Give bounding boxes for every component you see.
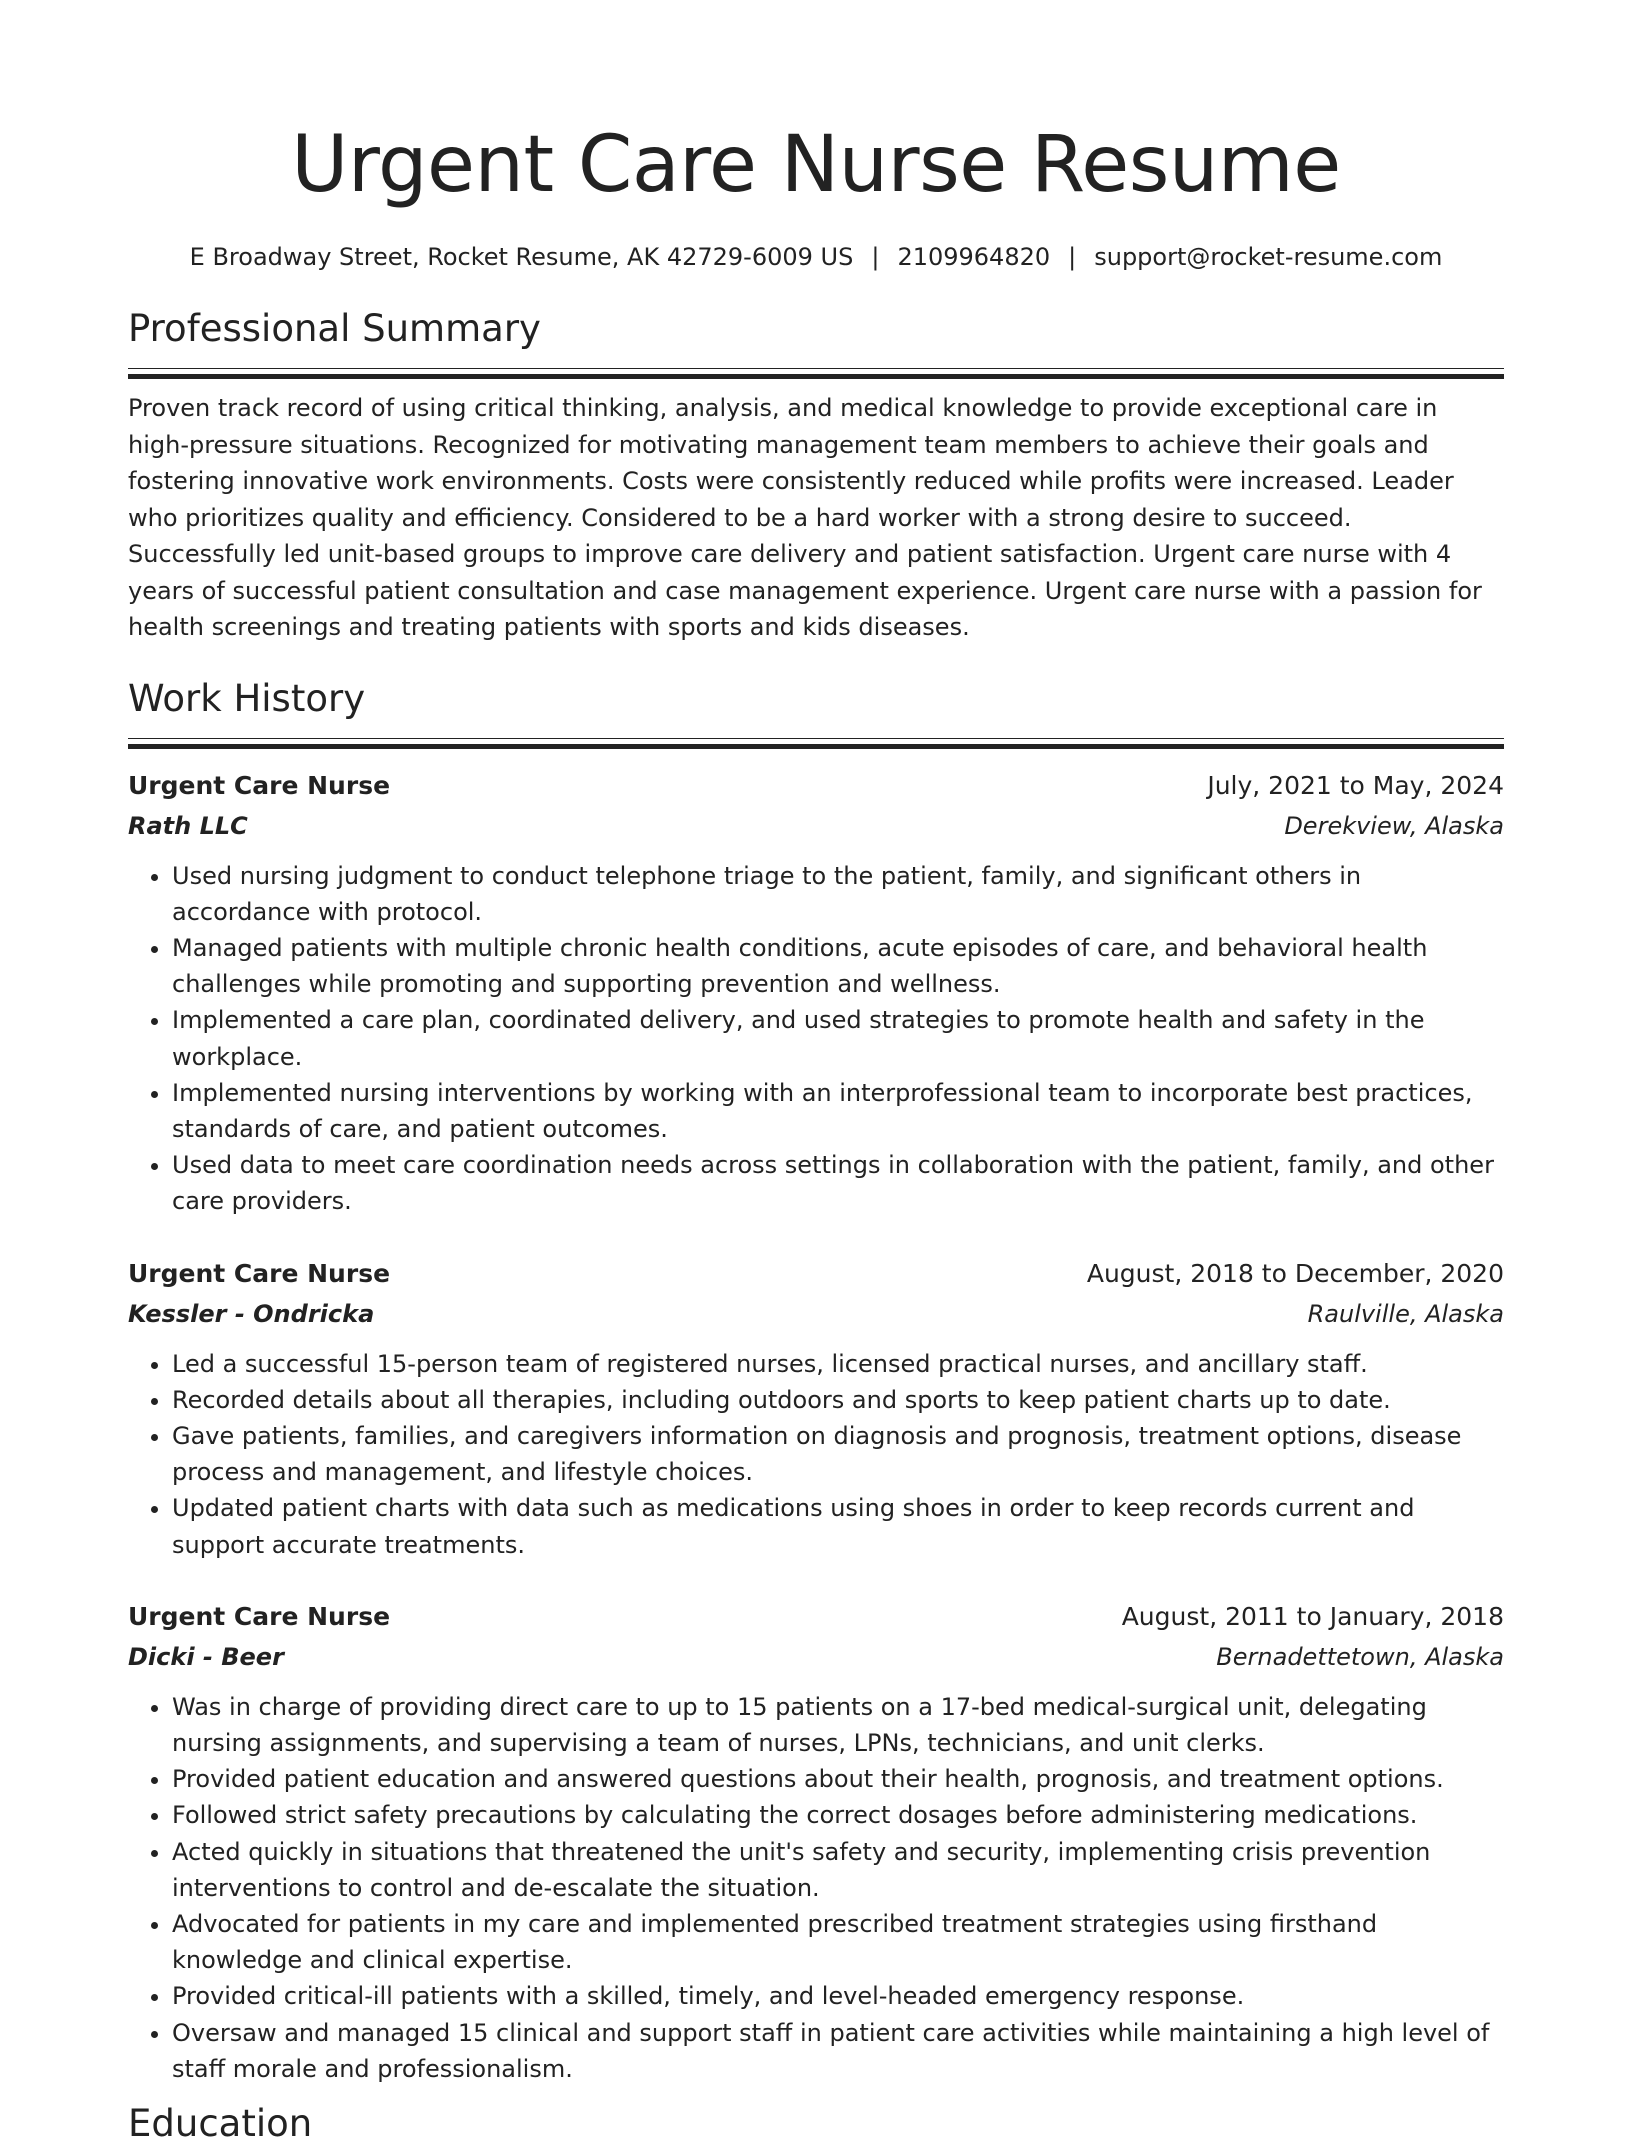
job-bullet: • Updated patient charts with data such as medications using shoes in order to keep records current and support accurate treatments. bbox=[172, 1490, 1504, 1562]
contact-email: support@rocket-resume.com bbox=[1094, 243, 1443, 271]
job-header bbox=[128, 1597, 1504, 1637]
job-dates: July, 2021 to May, 2024 bbox=[1207, 770, 1504, 800]
job-header bbox=[128, 1254, 1504, 1294]
section-divider bbox=[128, 368, 1504, 378]
job-bullet: • Gave patients, families, and caregivers information on diagnosis and prognosis, treatment options, disease process and management, and lifestyle choices. bbox=[172, 1418, 1504, 1490]
job-bullet: • Provided patient education and answered questions about their health, prognosis, and treatment options. bbox=[172, 1761, 1504, 1797]
contact-separator: | bbox=[871, 243, 880, 271]
job-bullet: • Used data to meet care coordination needs across settings in collaboration with the patient, family, and other care providers. bbox=[172, 1147, 1504, 1219]
summary-text: Proven track record of using critical thinking, analysis, and medical knowledge to provide exceptional care in high-pressure situations. Recognized for motivating management team members to achieve their goals and fostering innovative work environments. Costs were consistently reduced while profits were increased. Leader who prioritizes quality and efficiency. Considered to be a hard worker with a strong desire to succeed. Successfully led unit-based groups to improve care delivery and patient satisfaction. Urgent care nurse with 4 years of successful patient consultation and case management experience. Urgent care nurse with a passion for health screenings and treating patients with sports and kids diseases. bbox=[128, 394, 1482, 641]
contact-address: E Broadway Street, Rocket Resume, AK 42729-6009 US bbox=[189, 243, 854, 271]
job-bullet: • Oversaw and managed 15 clinical and support staff in patient care activities while maintaining a high level of staff morale and professionalism. bbox=[172, 2015, 1504, 2087]
section-heading: Education bbox=[128, 2101, 313, 2145]
job-bullets bbox=[128, 858, 1504, 1220]
job-bullet: • Implemented nursing interventions by working with an interprofessional team to incorporate best practices, standards of care, and patient outcomes. bbox=[172, 1075, 1504, 1147]
professional-summary-section bbox=[128, 304, 1504, 646]
job-bullet: • Implemented a care plan, coordinated delivery, and used strategies to promote health and safety in the workplace. bbox=[172, 1002, 1504, 1074]
job-bullet: • Followed strict safety precautions by calculating the correct dosages before administering medications. bbox=[172, 1797, 1504, 1833]
job-title: Urgent Care Nurse bbox=[128, 1258, 391, 1288]
contact-separator: | bbox=[1068, 243, 1077, 271]
job-bullet: • Advocated for patients in my care and implemented prescribed treatment strategies using firsthand knowledge and clinical expertise. bbox=[172, 1906, 1504, 1978]
job-header bbox=[128, 766, 1504, 806]
job-location: Bernadettetown, Alaska bbox=[1216, 1642, 1504, 1671]
job-company: Kessler - Ondricka bbox=[128, 1299, 375, 1328]
job-bullet: • Recorded details about all therapies, including outdoors and sports to keep patient charts up to date. bbox=[172, 1382, 1504, 1418]
job-entry bbox=[128, 1597, 1504, 2087]
resume-title: Urgent Care Nurse Resume bbox=[291, 120, 1341, 210]
job-title: Urgent Care Nurse bbox=[128, 770, 391, 800]
job-entry bbox=[128, 766, 1504, 1220]
job-location: Derekview, Alaska bbox=[1284, 811, 1504, 840]
section-divider bbox=[128, 738, 1504, 748]
work-history-section bbox=[128, 674, 1504, 2087]
job-bullets bbox=[128, 1346, 1504, 1563]
contact-phone: 2109964820 bbox=[897, 243, 1051, 271]
contact-line bbox=[128, 240, 1504, 274]
section-heading: Professional Summary bbox=[128, 307, 541, 350]
education-section bbox=[128, 2099, 1504, 2149]
job-bullets bbox=[128, 1689, 1504, 2087]
job-entry bbox=[128, 1254, 1504, 1563]
job-bullet: • Managed patients with multiple chronic health conditions, acute episodes of care, and behavioral health challenges while promoting and supporting prevention and wellness. bbox=[172, 930, 1504, 1002]
section-heading: Work History bbox=[128, 676, 366, 720]
job-subheader bbox=[128, 1294, 1504, 1334]
job-location: Raulville, Alaska bbox=[1307, 1299, 1504, 1328]
job-bullet: • Was in charge of providing direct care to up to 15 patients on a 17-bed medical-surgical unit, delegating nursing assignments, and supervising a team of nurses, LPNs, technicians, and unit clerks. bbox=[172, 1689, 1504, 1761]
job-company: Dicki - Beer bbox=[128, 1642, 284, 1671]
job-dates: August, 2018 to December, 2020 bbox=[1086, 1258, 1504, 1288]
job-bullet: • Acted quickly in situations that threatened the unit's safety and security, implementing crisis prevention interventions to control and de-escalate the situation. bbox=[172, 1834, 1504, 1906]
job-title: Urgent Care Nurse bbox=[128, 1601, 391, 1631]
job-dates: August, 2011 to January, 2018 bbox=[1121, 1601, 1504, 1631]
job-subheader bbox=[128, 806, 1504, 846]
job-bullet: • Provided critical-ill patients with a skilled, timely, and level-headed emergency response. bbox=[172, 1978, 1504, 2014]
job-subheader bbox=[128, 1637, 1504, 1677]
job-bullet: • Used nursing judgment to conduct telephone triage to the patient, family, and significant others in accordance with protocol. bbox=[172, 858, 1504, 930]
job-bullet: • Led a successful 15-person team of registered nurses, licensed practical nurses, and ancillary staff. bbox=[172, 1346, 1504, 1382]
job-company: Rath LLC bbox=[128, 811, 248, 840]
